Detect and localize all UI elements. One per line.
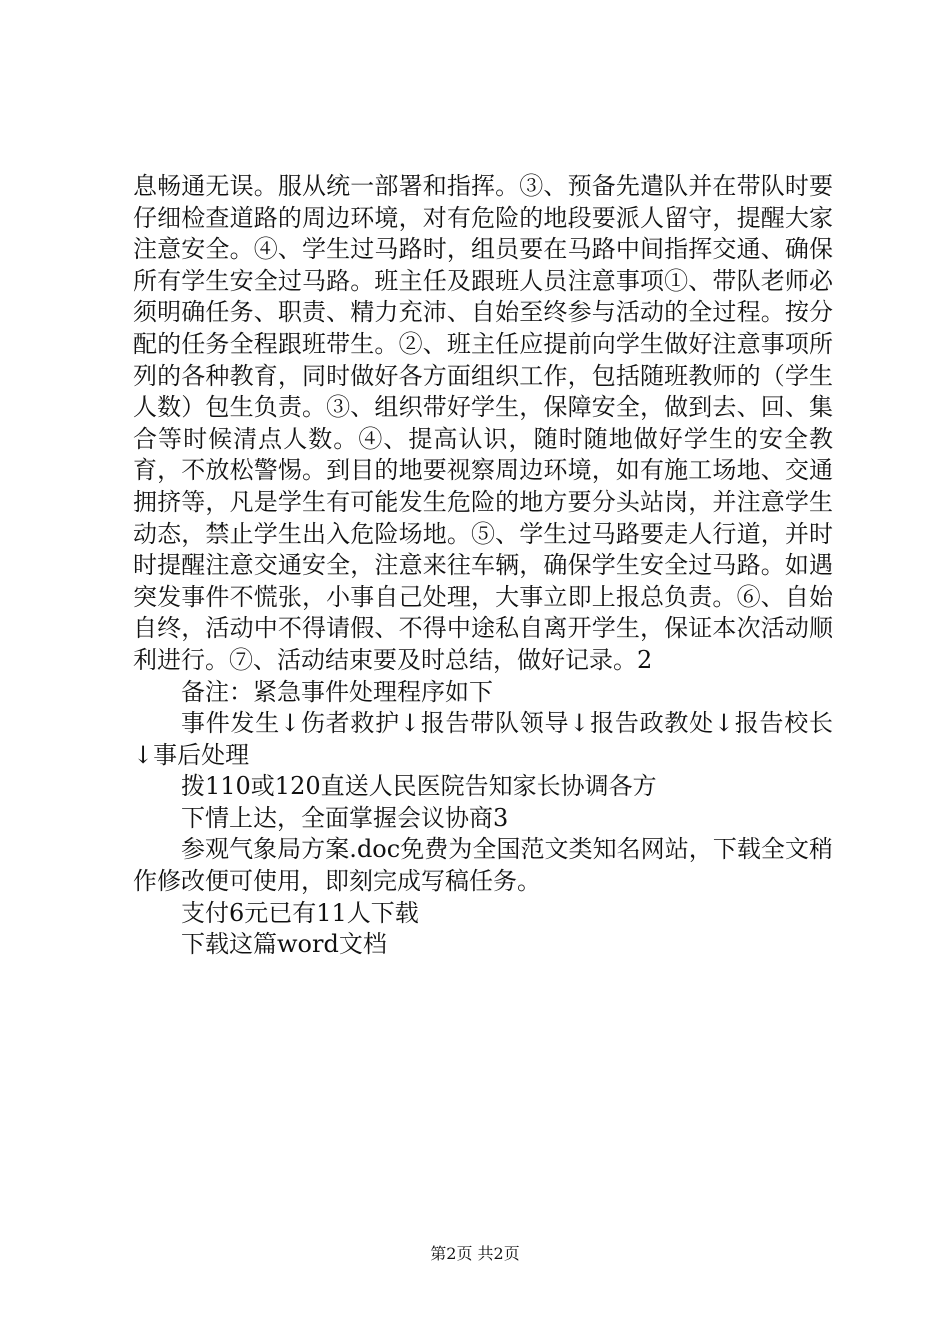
site-promo-text: 参观气象局方案.doc免费为全国范文类知名网站，下载全文稍作修改便可使用，即刻完成写稿任务。 xyxy=(133,835,833,896)
body-paragraph-main: 息畅通无误。服从统一部署和指挥。③、预备先遣队并在带队时要仔细检查道路的周边环境，对有危险的地段要派人留守，提醒大家注意安全。④、学生过马路时，组员要在马路中间指挥交通、确保所有学生安全过马路。班主任及跟班人员注意事项①、带队老师必须明确任务、职责、精力充沛、自始至终参与活动的全过程。按分配的任务全程跟班带生。②、班主任应提前向学生做好注意事项所列的各种教育，同时做好各方面组织工作，包括随班教师的（学生人数）包生负责。③、组织带好学生，保障安全，做到去、回、集合等时候清点人数。④、提高认识，随时随地做好学生的安全教育，不放松警惕。到目的地要视察周边环境，如有施工场地、交通拥挤等，凡是学生有可能发生危险的地方要分头站岗，并注意学生动态，禁止学生出入危险场地。⑤、学生过马路要走人行道，并时时提醒注意交通安全，注意来往车辆，确保学生安全过马路。如遇突发事件不慌张，小事自己处理，大事立即上报总负责。⑥、自始自终，活动中不得请假、不得中途私自离开学生，保证本次活动顺利进行。⑦、活动结束要及时总结，做好记录。2 xyxy=(133,172,833,674)
payment-download-info[interactable]: 支付6元已有11人下载 xyxy=(181,898,419,927)
emergency-procedure-flow: 事件发生↓伤者救护↓报告带队领导↓报告政教处↓报告校长↓事后处理 xyxy=(133,709,833,769)
note-heading: 备注：紧急事件处理程序如下 xyxy=(181,677,493,706)
download-word-link[interactable]: 下载这篇word文档 xyxy=(181,930,387,959)
emergency-call-line: 拨110或120直送人民医院告知家长协调各方 xyxy=(181,772,657,801)
report-line: 下情上达，全面掌握会议协商3 xyxy=(181,803,509,832)
page-footer: 第2页 共2页 xyxy=(430,1244,520,1263)
document-body xyxy=(133,171,833,961)
